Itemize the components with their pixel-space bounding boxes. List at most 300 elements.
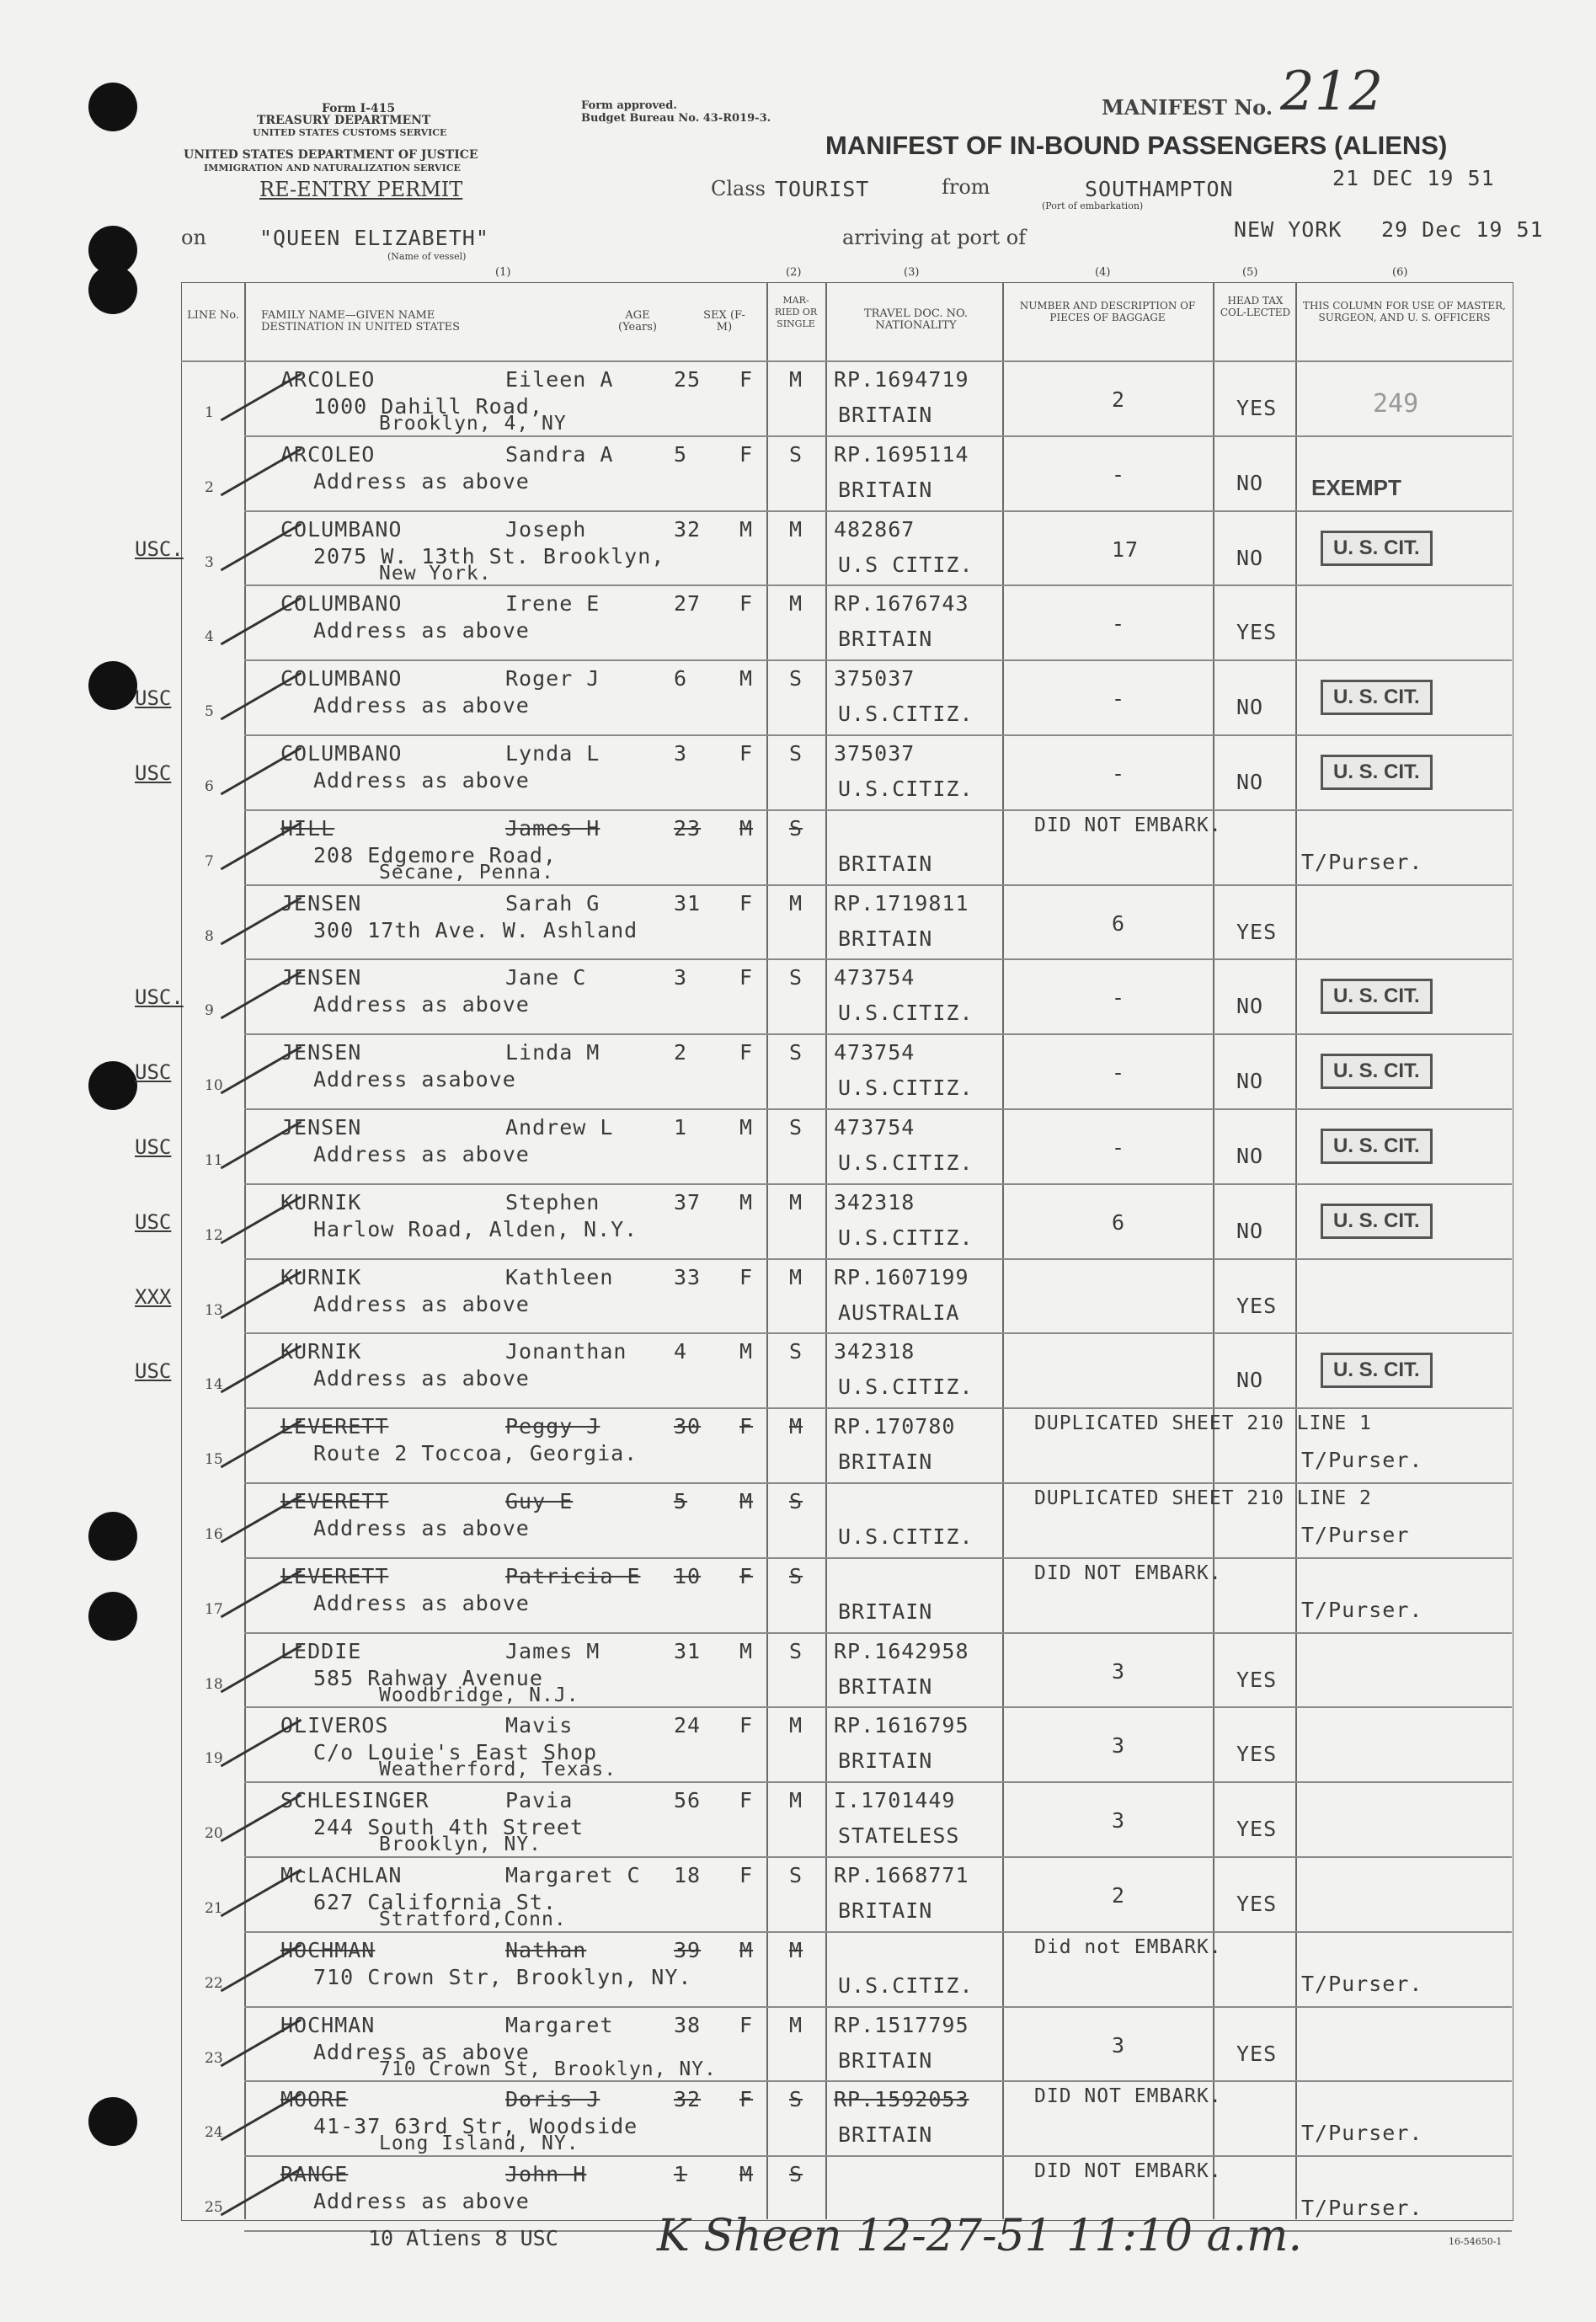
- given-name: Lynda L: [505, 741, 601, 766]
- sex: M: [739, 1115, 754, 1140]
- marital-status: S: [789, 1489, 803, 1513]
- address-line-2: Long Island, NY.: [379, 2133, 579, 2155]
- age: 1: [674, 1115, 688, 1140]
- baggage: DID NOT EMBARK.: [1034, 814, 1222, 836]
- family-name: LEVERETT: [280, 1414, 389, 1439]
- address-line-2: Brooklyn, 4, NY: [379, 413, 567, 435]
- nationality: U.S CITIZ.: [838, 552, 974, 577]
- us-citizen-stamp: U. S. CIT.: [1321, 755, 1433, 790]
- approval-line-1: Form approved.: [581, 99, 677, 112]
- sex: F: [739, 1040, 754, 1065]
- row-rule: [244, 2155, 1512, 2157]
- row-rule: [244, 809, 1512, 811]
- marital-status: S: [789, 666, 803, 691]
- address-line-1: 2075 W. 13th St. Brooklyn,: [313, 543, 665, 568]
- age: 31: [674, 1638, 702, 1663]
- arrival-port: NEW YORK: [1234, 217, 1342, 242]
- row-rule: [244, 1183, 1512, 1185]
- manifest-number: 212: [1280, 61, 1384, 123]
- col-num-5: (5): [1242, 266, 1258, 279]
- line-number: 23: [205, 2049, 223, 2067]
- baggage: -: [1112, 462, 1126, 487]
- nationality: BRITAIN: [838, 403, 933, 427]
- baggage: 6: [1112, 910, 1126, 936]
- approval-line-2: Budget Bureau No. 43-R019-3.: [581, 112, 771, 125]
- family-name: RANGE: [280, 2162, 349, 2187]
- nationality: BRITAIN: [838, 1599, 933, 1624]
- col-header-line: LINE No.: [187, 309, 239, 322]
- address-line-1: 1000 Dahill Road,: [313, 394, 543, 419]
- age: 3: [674, 965, 688, 990]
- age: 18: [674, 1863, 702, 1887]
- address-line-2: Brooklyn, NY.: [379, 1834, 542, 1856]
- address-line-1: Address as above: [313, 992, 530, 1017]
- binder-hole-7: [88, 1592, 137, 1641]
- col-header-married: MAR-RIED OR SINGLE: [774, 295, 818, 329]
- marital-status: S: [789, 1863, 803, 1887]
- line-number: 8: [205, 927, 214, 945]
- travel-document-number: RP.1616795: [834, 1713, 969, 1738]
- given-name: Guy E: [505, 1489, 574, 1513]
- family-name: SCHLESINGER: [280, 1788, 430, 1813]
- purser-note: T/Purser.: [1301, 1971, 1423, 1996]
- binder-hole-1: [88, 83, 137, 131]
- line-number: 21: [205, 1900, 223, 1917]
- given-name: Linda M: [505, 1040, 601, 1065]
- sex: F: [739, 2087, 754, 2112]
- given-name: Peggy J: [505, 1414, 601, 1439]
- row-rule: [244, 1332, 1512, 1334]
- sex: F: [739, 965, 754, 990]
- head-tax: YES: [1236, 919, 1278, 944]
- row-rule: [244, 585, 1512, 586]
- travel-document-number: 473754: [834, 1040, 915, 1065]
- age: 3: [674, 741, 688, 766]
- line-number: 2: [205, 478, 214, 496]
- line-number: 10: [205, 1077, 223, 1095]
- col-num-1: (1): [495, 266, 511, 279]
- sex: M: [739, 1638, 754, 1663]
- baggage: 2: [1112, 387, 1126, 412]
- inspector-signature-note: K Sheen 12-27-51 11:10 a.m.: [657, 2211, 1302, 2261]
- baggage: DID NOT EMBARK.: [1034, 2085, 1222, 2108]
- given-name: Sarah G: [505, 890, 601, 915]
- travel-document-number: RP.1694719: [834, 367, 969, 392]
- form-dept: TREASURY DEPARTMENT: [257, 114, 431, 127]
- sex: F: [739, 1563, 754, 1588]
- given-name: Margaret C: [505, 1863, 641, 1887]
- line-number: 5: [205, 703, 214, 721]
- age: 25: [674, 367, 702, 392]
- family-name: LEVERETT: [280, 1489, 389, 1513]
- family-name: ARCOLEO: [280, 441, 376, 467]
- family-name: KURNIK: [280, 1264, 362, 1289]
- nationality: BRITAIN: [838, 2047, 933, 2073]
- address-line-1: Address asabove: [313, 1067, 516, 1092]
- purser-note: T/Purser.: [1301, 1597, 1423, 1622]
- travel-document-number: RP.1668771: [834, 1863, 969, 1887]
- manifest-title: MANIFEST OF IN-BOUND PASSENGERS (ALIENS): [825, 131, 1448, 160]
- nationality: AUSTRALIA: [838, 1300, 960, 1325]
- family-name: McLACHLAN: [280, 1863, 403, 1887]
- row-rule: [244, 884, 1512, 886]
- address-line-2: New York.: [379, 562, 492, 585]
- marital-status: S: [789, 965, 803, 990]
- nationality: BRITAIN: [838, 926, 933, 951]
- age: 30: [674, 1414, 702, 1439]
- given-name: Joseph: [505, 516, 587, 542]
- line-number: 19: [205, 1750, 223, 1768]
- baggage: 3: [1112, 1658, 1126, 1684]
- sex: F: [739, 1414, 754, 1439]
- margin-annotation: USC: [135, 1209, 172, 1234]
- head-tax: YES: [1236, 396, 1278, 420]
- line-number: 25: [205, 2199, 223, 2217]
- margin-annotation: USC.: [135, 536, 184, 561]
- col-header-travel: TRAVEL DOC. NO. NATIONALITY: [863, 307, 969, 332]
- baggage: -: [1112, 1060, 1126, 1086]
- head-tax: NO: [1236, 1368, 1264, 1393]
- vessel-name: "QUEEN ELIZABETH": [259, 226, 489, 250]
- head-tax: YES: [1236, 1742, 1278, 1767]
- nationality: BRITAIN: [838, 1898, 933, 1923]
- from-label: from: [942, 175, 990, 199]
- us-citizen-stamp: U. S. CIT.: [1321, 531, 1433, 566]
- travel-document-number: 473754: [834, 1115, 915, 1140]
- given-name: Irene E: [505, 591, 601, 617]
- baggage: -: [1112, 1135, 1126, 1160]
- marital-status: S: [789, 441, 803, 467]
- age: 2: [674, 1040, 688, 1065]
- reentry-permit: RE-ENTRY PERMIT: [259, 178, 463, 201]
- head-tax: YES: [1236, 2041, 1278, 2066]
- age: 31: [674, 890, 702, 915]
- address-line-1: Address as above: [313, 1142, 530, 1166]
- age: 39: [674, 1937, 702, 1962]
- margin-annotation: USC: [135, 1359, 172, 1384]
- baggage: DUPLICATED SHEET 210 LINE 1: [1034, 1412, 1372, 1435]
- col-num-2: (2): [786, 266, 802, 279]
- sex: M: [739, 666, 754, 691]
- given-name: Nathan: [505, 1937, 587, 1962]
- marital-status: S: [789, 1563, 803, 1588]
- line-number: 1: [205, 404, 214, 421]
- age: 1: [674, 2162, 688, 2187]
- row-rule: [244, 1108, 1512, 1110]
- nationality: BRITAIN: [838, 1748, 933, 1774]
- exempt-stamp: EXEMPT: [1311, 475, 1401, 500]
- totals-line: 10 Aliens 8 USC: [368, 2226, 558, 2250]
- print-code: 16-54650-1: [1449, 2236, 1503, 2247]
- family-name: MOORE: [280, 2087, 349, 2112]
- row-rule: [244, 1931, 1512, 1933]
- purser-note: T/Purser.: [1301, 2196, 1423, 2221]
- address-line-1: 208 Edgemore Road,: [313, 842, 557, 867]
- head-tax: YES: [1236, 1667, 1278, 1692]
- travel-document-number: 482867: [834, 516, 915, 542]
- nationality: BRITAIN: [838, 1673, 933, 1699]
- col-divider-officers: [1295, 282, 1297, 2219]
- sex: F: [739, 367, 754, 392]
- head-tax: YES: [1236, 1892, 1278, 1916]
- travel-document-number: 342318: [834, 1189, 915, 1214]
- nationality: BRITAIN: [838, 851, 933, 876]
- head-tax: NO: [1236, 1069, 1264, 1094]
- embark-caption: (Port of embarkation): [1042, 200, 1144, 211]
- marital-status: S: [789, 1040, 803, 1065]
- line-number: 18: [205, 1675, 223, 1693]
- family-name: JENSEN: [280, 1115, 362, 1140]
- head-tax: NO: [1236, 695, 1264, 720]
- age: 23: [674, 815, 702, 841]
- marital-status: M: [789, 1189, 803, 1214]
- col-header-officers: THIS COLUMN FOR USE OF MASTER, SURGEON, AND U. S. OFFICERS: [1303, 300, 1506, 323]
- row-rule: [244, 1482, 1512, 1484]
- nationality: U.S.CITIZ.: [838, 1150, 974, 1175]
- age: 10: [674, 1563, 702, 1588]
- nationality: BRITAIN: [838, 627, 933, 652]
- baggage: 17: [1112, 536, 1140, 562]
- family-name: LEDDIE: [280, 1638, 362, 1663]
- family-name: COLUMBANO: [280, 666, 403, 691]
- line-number: 9: [205, 1002, 214, 1020]
- on-label: on: [181, 226, 206, 249]
- marital-status: M: [789, 890, 803, 915]
- col-num-4: (4): [1095, 266, 1111, 279]
- marital-status: S: [789, 815, 803, 841]
- travel-document-number: RP.1676743: [834, 591, 969, 617]
- family-name: HOCHMAN: [280, 2012, 376, 2037]
- col-divider-tax: [1213, 282, 1214, 2219]
- row-rule: [244, 1258, 1512, 1260]
- sex: M: [739, 1189, 754, 1214]
- col-divider-married: [766, 282, 768, 2219]
- sex: F: [739, 1863, 754, 1887]
- marital-status: S: [789, 1115, 803, 1140]
- departure-date: 21 DEC 19 51: [1332, 166, 1495, 190]
- marital-status: M: [789, 1937, 803, 1962]
- address-line-1: 41-37 63rd Str, Woodside: [313, 2114, 638, 2139]
- arrival-date: 29 Dec 19 51: [1381, 217, 1544, 242]
- margin-annotation: USC.: [135, 985, 184, 1010]
- nationality: U.S.CITIZ.: [838, 1225, 974, 1250]
- line-number: 13: [205, 1301, 223, 1319]
- row-rule: [244, 1557, 1512, 1559]
- travel-document-number: 473754: [834, 965, 915, 990]
- line-number: 6: [205, 778, 214, 795]
- col-divider-travel: [825, 282, 827, 2219]
- given-name: Andrew L: [505, 1115, 614, 1140]
- us-citizen-stamp: U. S. CIT.: [1321, 1054, 1433, 1089]
- head-tax: YES: [1236, 620, 1278, 645]
- marital-status: M: [789, 1264, 803, 1289]
- line-number: 15: [205, 1451, 223, 1469]
- address-line-2: Weatherford, Texas.: [379, 1759, 617, 1781]
- nationality: U.S.CITIZ.: [838, 1375, 974, 1400]
- baggage: -: [1112, 985, 1126, 1011]
- purser-note: T/Purser.: [1301, 1448, 1423, 1473]
- col-num-3: (3): [904, 266, 920, 279]
- age: 5: [674, 1489, 688, 1513]
- sex: F: [739, 1264, 754, 1289]
- line-number: 24: [205, 2124, 223, 2142]
- address-line-1: 585 Rahway Avenue: [313, 1665, 543, 1690]
- given-name: Roger J: [505, 666, 601, 691]
- margin-annotation: USC: [135, 761, 172, 785]
- arriving-label: arriving at port of: [842, 226, 1027, 249]
- baggage: -: [1112, 686, 1126, 712]
- justice-line-1: UNITED STATES DEPARTMENT OF JUSTICE: [184, 148, 478, 162]
- family-name: JENSEN: [280, 890, 362, 915]
- head-tax: NO: [1236, 545, 1264, 570]
- margin-annotation: USC: [135, 1135, 172, 1159]
- address-line-1: Address as above: [313, 693, 530, 718]
- form-id: Form I-415: [322, 102, 396, 115]
- marital-status: S: [789, 2162, 803, 2187]
- marital-status: S: [789, 1638, 803, 1663]
- nationality: BRITAIN: [838, 2122, 933, 2148]
- baggage: -: [1112, 611, 1126, 637]
- travel-document-number: 342318: [834, 1339, 915, 1364]
- row-rule: [244, 1781, 1512, 1783]
- sex: M: [739, 815, 754, 841]
- line-number: 12: [205, 1226, 223, 1244]
- age: 32: [674, 2087, 702, 2112]
- head-tax: NO: [1236, 1144, 1264, 1168]
- head-tax: NO: [1236, 1218, 1264, 1243]
- us-citizen-stamp: U. S. CIT.: [1321, 1353, 1433, 1388]
- travel-document-number: RP.1517795: [834, 2012, 969, 2037]
- given-name: Patricia E: [505, 1563, 641, 1588]
- col-header-baggage: NUMBER AND DESCRIPTION OF PIECES OF BAGGAGE: [1019, 300, 1196, 323]
- row-rule: [244, 659, 1512, 661]
- col-header-sex: SEX (F-M): [703, 309, 745, 334]
- age: 5: [674, 441, 688, 467]
- line-number: 11: [205, 1152, 223, 1169]
- row-rule: [244, 435, 1512, 437]
- baggage: 6: [1112, 1209, 1126, 1235]
- col-num-6: (6): [1392, 266, 1408, 279]
- marital-status: M: [789, 367, 803, 392]
- sex: F: [739, 890, 754, 915]
- margin-annotation: USC: [135, 1060, 172, 1085]
- given-name: James H: [505, 815, 601, 841]
- address-line-1: Harlow Road, Alden, N.Y.: [313, 1216, 638, 1241]
- family-name: OLIVEROS: [280, 1713, 389, 1738]
- sex: M: [739, 516, 754, 542]
- baggage: DID NOT EMBARK.: [1034, 2160, 1222, 2183]
- age: 37: [674, 1189, 702, 1214]
- travel-document-number: RP.1592053: [834, 2087, 969, 2112]
- given-name: Jane C: [505, 965, 587, 990]
- address-line-2: Stratford,Conn.: [379, 1908, 567, 1930]
- sex: M: [739, 2162, 754, 2187]
- age: 6: [674, 666, 688, 691]
- nationality: U.S.CITIZ.: [838, 1001, 974, 1026]
- family-name: LEVERETT: [280, 1563, 389, 1588]
- marital-status: M: [789, 516, 803, 542]
- given-name: Eileen A: [505, 367, 614, 392]
- us-citizen-stamp: U. S. CIT.: [1321, 680, 1433, 715]
- address-line-1: Address as above: [313, 1590, 530, 1615]
- sex: F: [739, 591, 754, 617]
- col-header-age: AGE (Years): [618, 309, 657, 334]
- address-line-2: Woodbridge, N.J.: [379, 1684, 579, 1706]
- margin-annotation: XXX: [135, 1284, 172, 1309]
- row-rule: [244, 1033, 1512, 1035]
- address-line-1: 244 South 4th Street: [313, 1815, 584, 1840]
- us-citizen-stamp: U. S. CIT.: [1321, 1129, 1433, 1164]
- line-number: 20: [205, 1825, 223, 1843]
- row-rule: [244, 1856, 1512, 1858]
- sex: F: [739, 741, 754, 766]
- sex: F: [739, 1713, 754, 1738]
- line-number: 7: [205, 852, 214, 870]
- travel-document-number: 375037: [834, 666, 915, 691]
- travel-document-number: RP.1607199: [834, 1264, 969, 1289]
- row-rule: [244, 2006, 1512, 2008]
- family-name: KURNIK: [280, 1189, 362, 1214]
- col-divider-baggage: [1002, 282, 1004, 2219]
- purser-note: T/Purser.: [1301, 2121, 1423, 2146]
- head-tax: NO: [1236, 770, 1264, 794]
- given-name: Sandra A: [505, 441, 614, 467]
- binder-hole-5: [88, 1061, 137, 1110]
- given-name: Jonanthan: [505, 1339, 627, 1364]
- sex: M: [739, 1339, 754, 1364]
- marital-status: M: [789, 591, 803, 617]
- head-tax: NO: [1236, 994, 1264, 1019]
- given-name: Mavis: [505, 1713, 574, 1738]
- address-line-1: Address as above: [313, 2189, 530, 2214]
- given-name: Stephen: [505, 1189, 601, 1214]
- family-name: JENSEN: [280, 1040, 362, 1065]
- baggage: 3: [1112, 1733, 1126, 1759]
- row-rule: [244, 734, 1512, 736]
- sex: F: [739, 1788, 754, 1813]
- head-tax: YES: [1236, 1817, 1278, 1842]
- address-line-1: Address as above: [313, 468, 530, 494]
- baggage: Did not EMBARK.: [1034, 1935, 1222, 1958]
- col-header-tax: HEAD TAX COL-LECTED: [1220, 295, 1291, 318]
- baggage: DUPLICATED SHEET 210 LINE 2: [1034, 1487, 1372, 1509]
- family-name: HILL: [280, 815, 335, 841]
- sex: F: [739, 441, 754, 467]
- age: 38: [674, 2012, 702, 2037]
- line-number: 22: [205, 1974, 223, 1992]
- form-service: UNITED STATES CUSTOMS SERVICE: [253, 127, 447, 138]
- sex: M: [739, 1489, 754, 1513]
- margin-annotation: USC: [135, 686, 172, 711]
- age: 24: [674, 1713, 702, 1738]
- manifest-label: MANIFEST No.: [1102, 95, 1273, 120]
- line-number: 4: [205, 628, 214, 646]
- col-header-name: FAMILY NAME—GIVEN NAME DESTINATION IN UNITED STATES: [261, 309, 461, 334]
- address-line-1: Address as above: [313, 1291, 530, 1316]
- marital-status: S: [789, 1339, 803, 1364]
- age: 4: [674, 1339, 688, 1364]
- address-line-1: Address as above: [313, 1516, 530, 1540]
- row-rule: [244, 1632, 1512, 1634]
- binder-hole-8: [88, 2097, 137, 2146]
- baggage: 3: [1112, 1808, 1126, 1834]
- head-tax: YES: [1236, 1293, 1278, 1318]
- row-rule: [244, 958, 1512, 960]
- baggage: DID NOT EMBARK.: [1034, 1561, 1222, 1584]
- travel-document-number: RP.1719811: [834, 890, 969, 915]
- family-name: JENSEN: [280, 965, 362, 990]
- address-line-1: 300 17th Ave. W. Ashland: [313, 917, 638, 942]
